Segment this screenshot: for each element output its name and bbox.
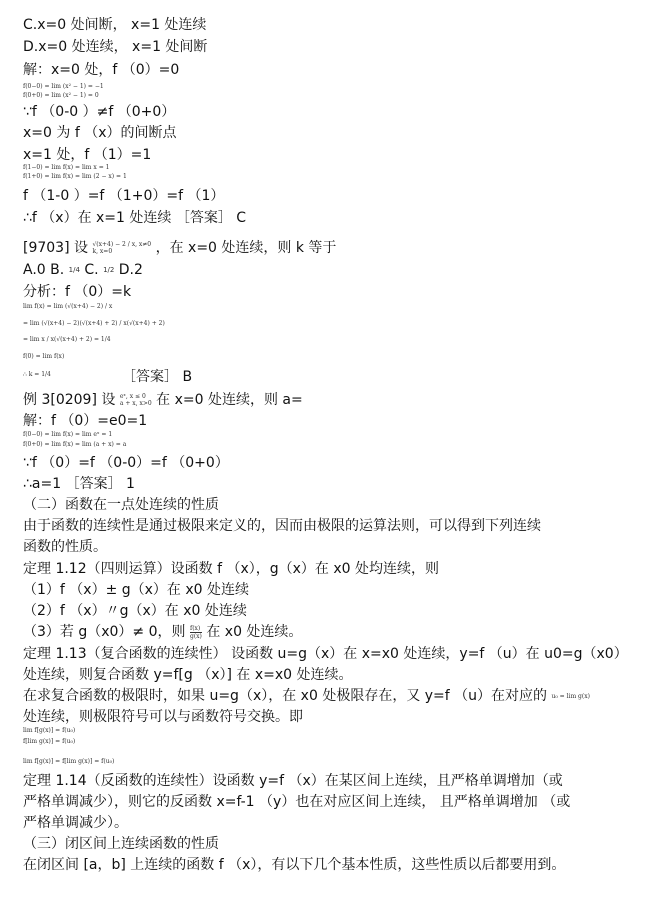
example3-equality: ∵f （0）=f （0-0）=f （0+0） <box>23 455 229 471</box>
quotient-numerator: f(x) <box>189 624 201 632</box>
item-3-lead: （3）若 g（x0）≠ 0，则 <box>23 624 186 640</box>
piecewise-case-1: √(x+4) − 2 / x, x≠0 <box>92 241 152 248</box>
item-3-tail: 在 x0 处连续。 <box>206 624 303 640</box>
analysis-line: 分析：f （0）=k <box>23 284 132 300</box>
theorem-1-13-cont: 处连续，则复合函数 y=f[g （x）] 在 x=x0 处连续。 <box>23 667 353 683</box>
theorem-1-12-item-2: （2）f （x）〃g（x）在 x0 处连续 <box>23 603 247 619</box>
solution-line: 解：x=0 处，f （0）=0 <box>23 62 180 78</box>
answer-c-line: ∴f （x）在 x=1 处连续 ［答案］ C <box>23 210 247 226</box>
composite-limit-line <box>23 687 590 705</box>
theorem-1-12-item-1: （1）f （x）± g（x）在 x0 处连续 <box>23 582 250 598</box>
discontinuity-line: x=0 为 f （x）的间断点 <box>23 125 177 141</box>
formula-right-limit: f(0+0) = lim (x² − 1) = 0 <box>23 92 99 99</box>
theorem-1-12: 定理 1.12（四则运算）设函数 f （x），g（x）在 x0 处均连续，则 <box>23 561 439 577</box>
answer-b-line: ［答案］ B <box>122 369 193 385</box>
example3-case-1: eˣ, x ≤ 0 <box>119 393 146 400</box>
option-c: C. <box>84 262 99 278</box>
formula-exchange-3: lim f[g(x)] = f[lim g(x)] = f(u₀) <box>23 758 115 765</box>
fraction-quarter: 1/4 <box>68 266 80 274</box>
composite-limit-text: 在求复合函数的极限时，如果 u=g（x），在 x0 处极限存在，又 y=f （u）在对应的 <box>23 688 548 704</box>
option-c-line: C.x=0 处间断， x=1 处连续 <box>23 17 207 33</box>
piecewise-case-2: k, x=0 <box>92 248 113 255</box>
example3-piecewise <box>120 393 152 407</box>
option-a-b: A.0 B. <box>23 262 65 278</box>
inequality-line: ∵f （0-0 ）≠f （0+0） <box>23 104 176 120</box>
paragraph-continuity-2: 函数的性质。 <box>23 539 107 555</box>
formula-k-result: ∴ k = 1/4 <box>23 371 51 378</box>
example3-case-2: a + x, x>0 <box>119 400 152 407</box>
section-3-heading: （三）闭区间上连续函数的性质 <box>23 836 219 852</box>
theorem-1-12-item-3 <box>23 623 302 641</box>
fraction-half: 1/2 <box>103 266 115 274</box>
problem-9703-line <box>23 239 336 257</box>
formula-x1-left: f(1−0) = lim f(x) = lim x = 1 <box>23 164 110 171</box>
quotient-denominator: g(x) <box>189 632 202 640</box>
composite-limit-formula: u₀ = lim g(x) <box>551 692 590 700</box>
option-d: D.2 <box>118 262 143 278</box>
theorem-1-14: 定理 1.14（反函数的连续性）设函数 y=f （x）在某区间上连续，且严格单调增加（或 <box>23 773 563 789</box>
formula-ex3-right: f(0+0) = lim f(x) = lim (a + x) = a <box>23 441 127 448</box>
answer-1-line: ∴a=1 ［答案］ 1 <box>23 476 135 492</box>
section-2-heading: （二）函数在一点处连续的性质 <box>23 497 219 513</box>
formula-continuity: f(0) = lim f(x) <box>23 353 65 360</box>
theorem-1-13: 定理 1.13（复合函数的连续性） 设函数 u=g（x）在 x=x0 处连续，y=f （u）在 u0=g（x0） <box>23 646 628 662</box>
quotient-fraction <box>190 625 202 640</box>
example3-lead: 例 3[0209] 设 <box>23 392 116 408</box>
formula-simplify: = lim x / x(√(x+4) + 2) = 1/4 <box>23 336 111 343</box>
formula-rationalize: = lim (√(x+4) − 2)(√(x+4) + 2) / x(√(x+4) + 2) <box>23 320 165 327</box>
options-line <box>23 261 143 279</box>
formula-exchange-2: f[lim g(x)] = f(u₀) <box>23 738 76 745</box>
option-d-line: D.x=0 处连续， x=1 处间断 <box>23 39 208 55</box>
formula-left-limit: f(0−0) = lim (x² − 1) = −1 <box>23 83 104 90</box>
equality-line: f （1-0 ）=f （1+0）=f （1） <box>23 188 225 204</box>
formula-x1-right: f(1+0) = lim f(x) = lim (2 − x) = 1 <box>23 173 127 180</box>
example3-line <box>23 391 303 409</box>
problem-9703-tail: ，在 x=0 处连续，则 k 等于 <box>155 240 337 256</box>
formula-limit-def: lim f(x) = lim (√(x+4) − 2) / x <box>23 303 113 310</box>
closed-interval-paragraph: 在闭区间 [a，b] 上连续的函数 f （x），有以下几个基本性质，这些性质以后都要用到。 <box>23 857 566 873</box>
limit-exchange-line: 处连续，则极限符号可以与函数符号交换。即 <box>23 709 303 725</box>
paragraph-continuity-1: 由于函数的连续性是通过极限来定义的，因而由极限的运算法则，可以得到下列连续 <box>23 518 541 534</box>
theorem-1-14-end: 严格单调减少）。 <box>23 815 128 831</box>
formula-exchange-1: lim f[g(x)] = f(u₀) <box>23 727 76 734</box>
theorem-1-14-cont: 严格单调减少），则它的反函数 x=f-1 （y）也在对应区间上连续， 且严格单调增加 （或 <box>23 794 571 810</box>
problem-9703-lead: [9703] 设 <box>23 240 89 256</box>
formula-ex3-left: f(0−0) = lim f(x) = lim eˣ = 1 <box>23 431 113 438</box>
example3-solution: 解：f （0）=e0=1 <box>23 413 148 429</box>
x1-value-line: x=1 处，f （1）=1 <box>23 147 152 163</box>
example3-tail: 在 x=0 处连续，则 a= <box>156 392 303 408</box>
piecewise-function <box>92 241 151 255</box>
